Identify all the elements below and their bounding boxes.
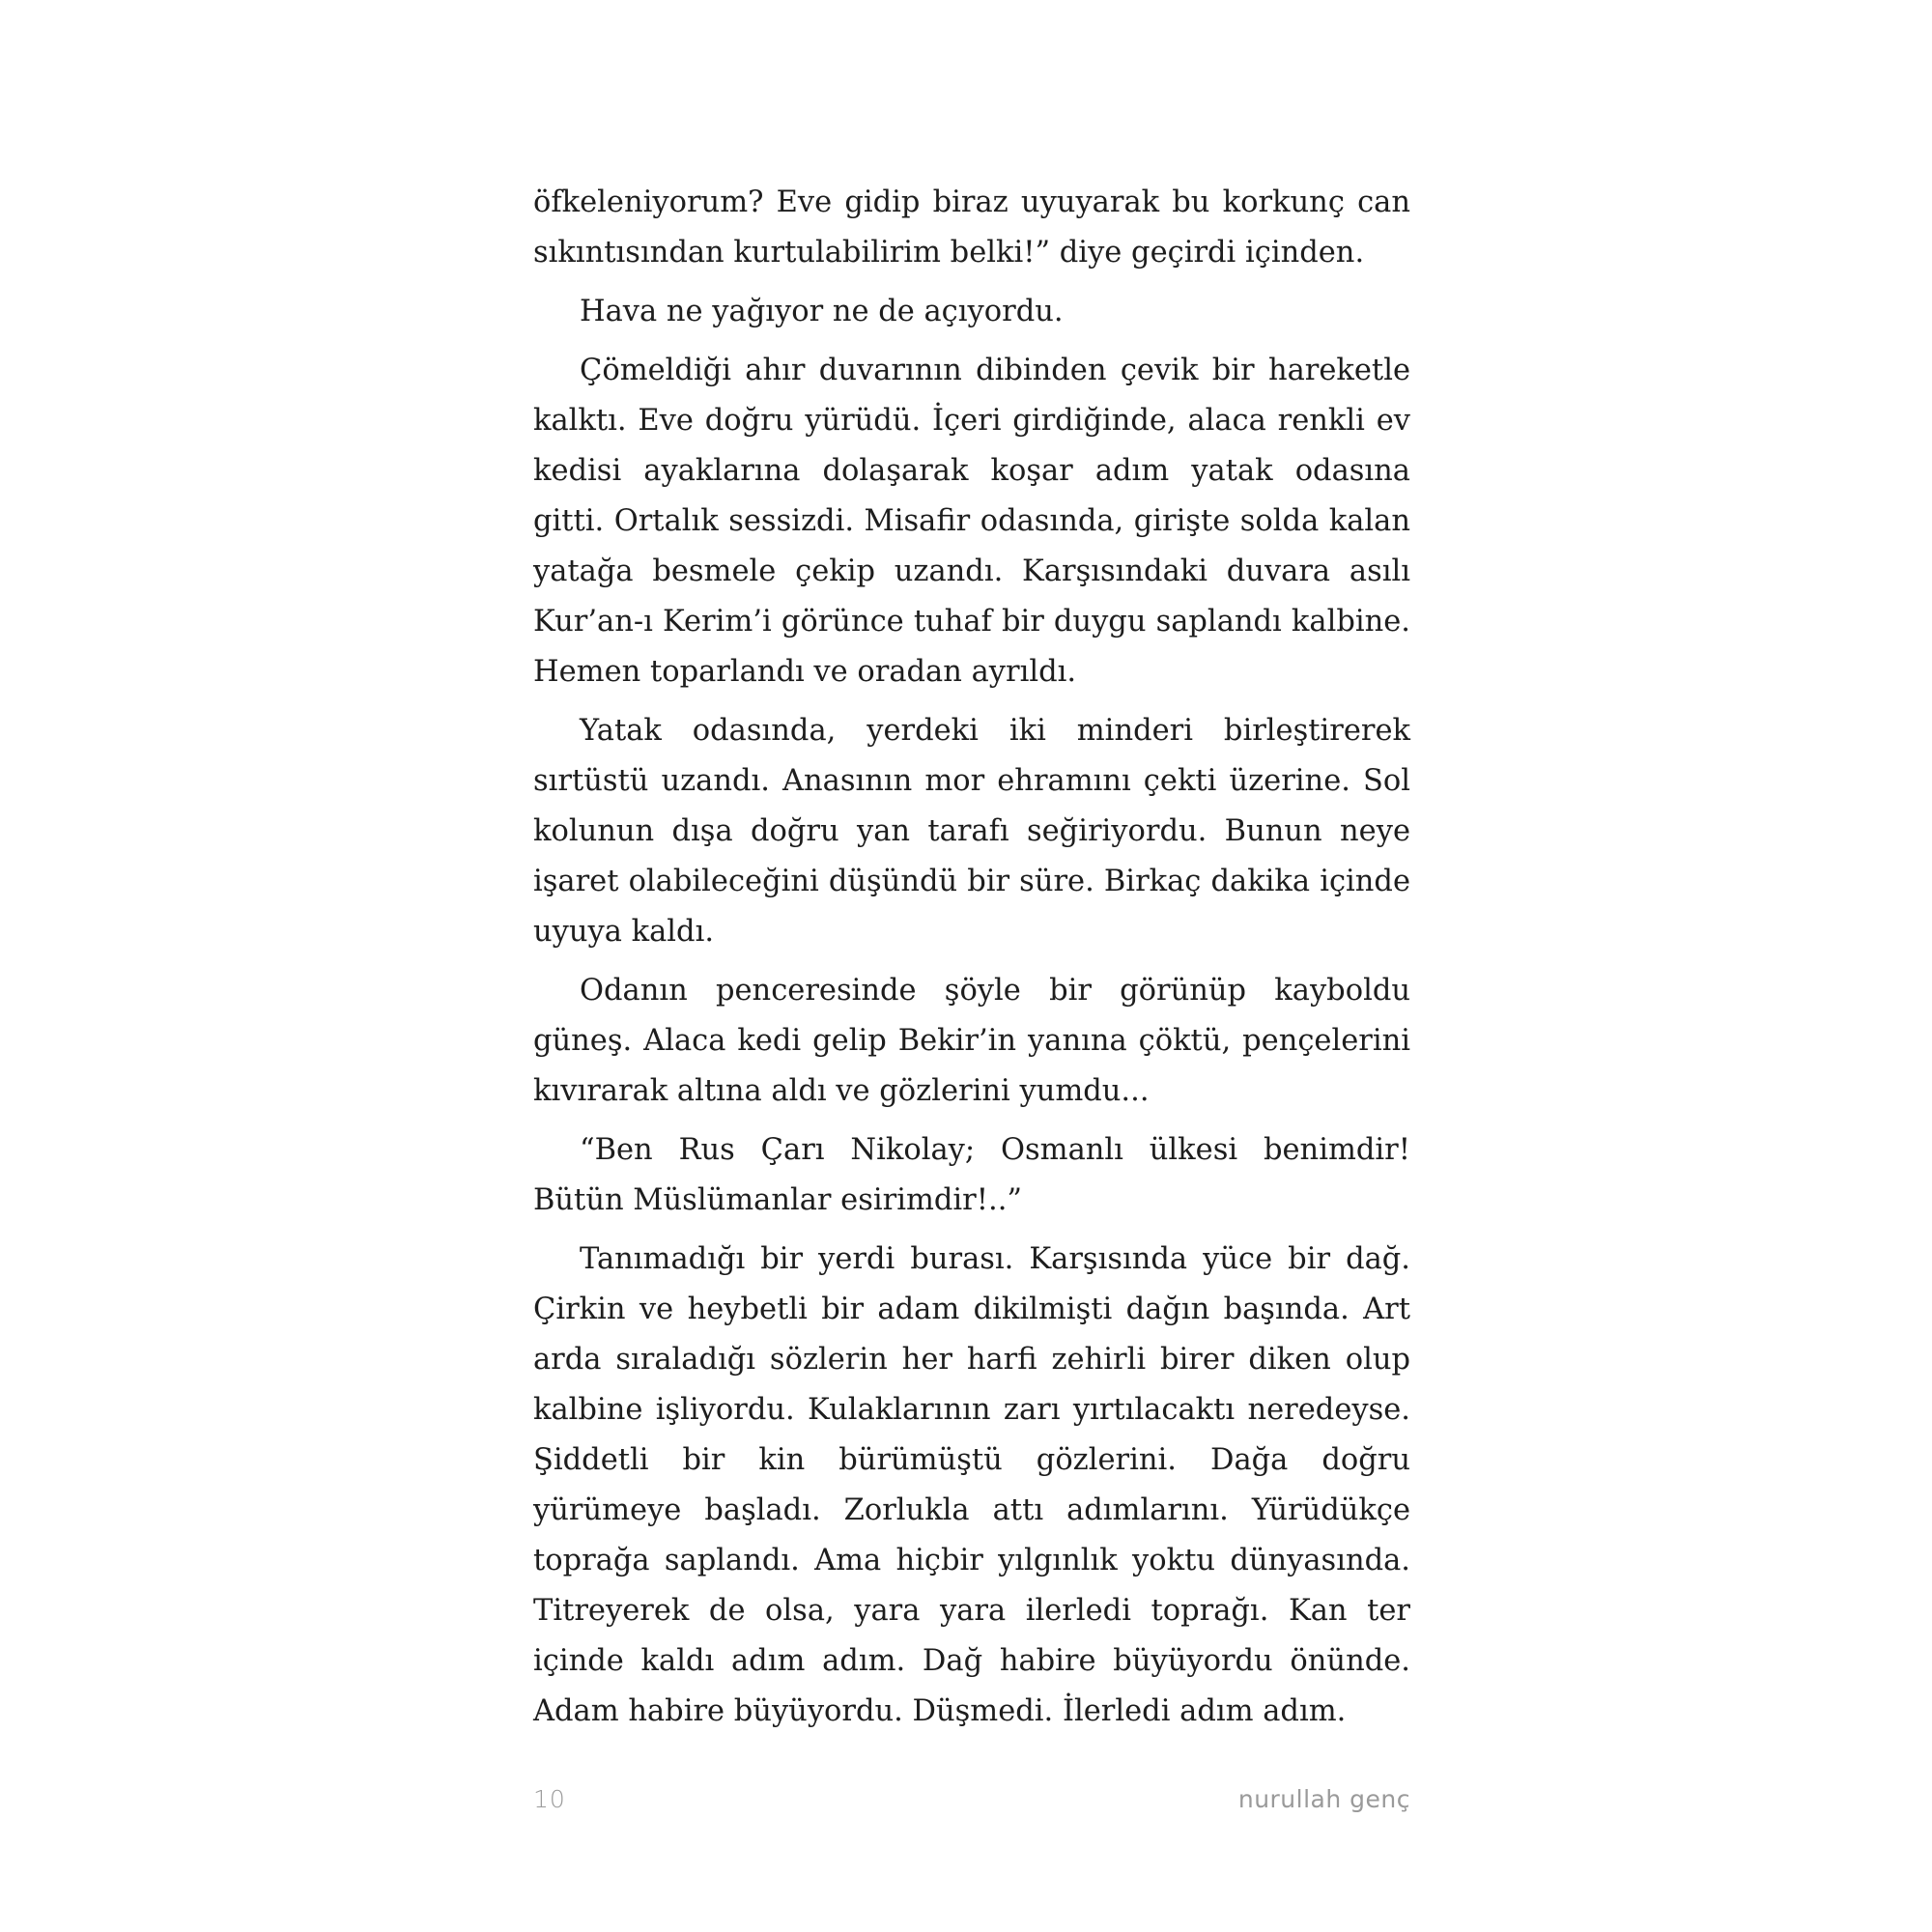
body-text (533, 178, 1410, 1746)
paragraph-7: Tanımadığı bir yerdi burası. Karşısında yüce bir dağ. Çirkin ve heybetli bir adam dikilmişti dağın başında. Art arda sıraladığı sözlerin her harfi zehirli birer diken olup kalbine işliyordu. Kulaklarının zarı yırtılacaktı neredeyse. Şiddetli bir kin bürümüştü gözlerini. Dağa doğru yürümeye başladı. Zorlukla attı adımlarını. Yürüdükçe toprağa saplandı. Ama hiçbir yılgınlık yoktu dünyasında. Titreyerek de olsa, yara yara ilerledi toprağı. Kan ter içinde kaldı adım adım. Dağ habire büyüyordu önünde. Adam habire büyüyordu. Düşmedi. İlerledi adım adım. (533, 1242, 1410, 1728)
paragraph-5: Odanın penceresinde şöyle bir görünüp kayboldu güneş. Alaca kedi gelip Bekir’in yanına çöktü, pençelerini kıvırarak altına aldı ve gözlerini yumdu... (533, 974, 1410, 1108)
paragraph-6: “Ben Rus Çarı Nikolay; Osmanlı ülkesi benimdir! Bütün Müslümanlar esirimdir!..” (533, 1133, 1410, 1217)
author-name: nurullah genç (1237, 1785, 1410, 1813)
paragraph-4: Yatak odasında, yerdeki iki minderi birleştirerek sırtüstü uzandı. Anasının mor ehramını çekti üzerine. Sol kolunun dışa doğru yan tarafı seğiriyordu. Bunun neye işaret olabileceğini düşündü bir süre. Birkaç dakika içinde uyuya kaldı. (533, 714, 1410, 949)
paragraph-3: Çömeldiği ahır duvarının dibinden çevik bir hareketle kalktı. Eve doğru yürüdü. İçeri girdiğinde, alaca renkli ev kedisi ayaklarına dolaşarak koşar adım yatak odasına gitti. Ortalık sessizdi. Misafir odasında, girişte solda kalan yatağa besmele çekip uzandı. Karşısındaki duvara asılı Kur’an-ı Kerim’i görünce tuhaf bir duygu saplandı kalbine. Hemen toparlandı ve oradan ayrıldı. (533, 354, 1410, 689)
paragraph-1: öfkeleniyorum? Eve gidip biraz uyuyarak bu korkunç can sıkıntısından kurtulabilirim belki!” diye geçirdi içinden. (533, 185, 1410, 270)
page-number: 10 (533, 1785, 566, 1813)
paragraph-2: Hava ne yağıyor ne de açıyordu. (580, 295, 1064, 328)
